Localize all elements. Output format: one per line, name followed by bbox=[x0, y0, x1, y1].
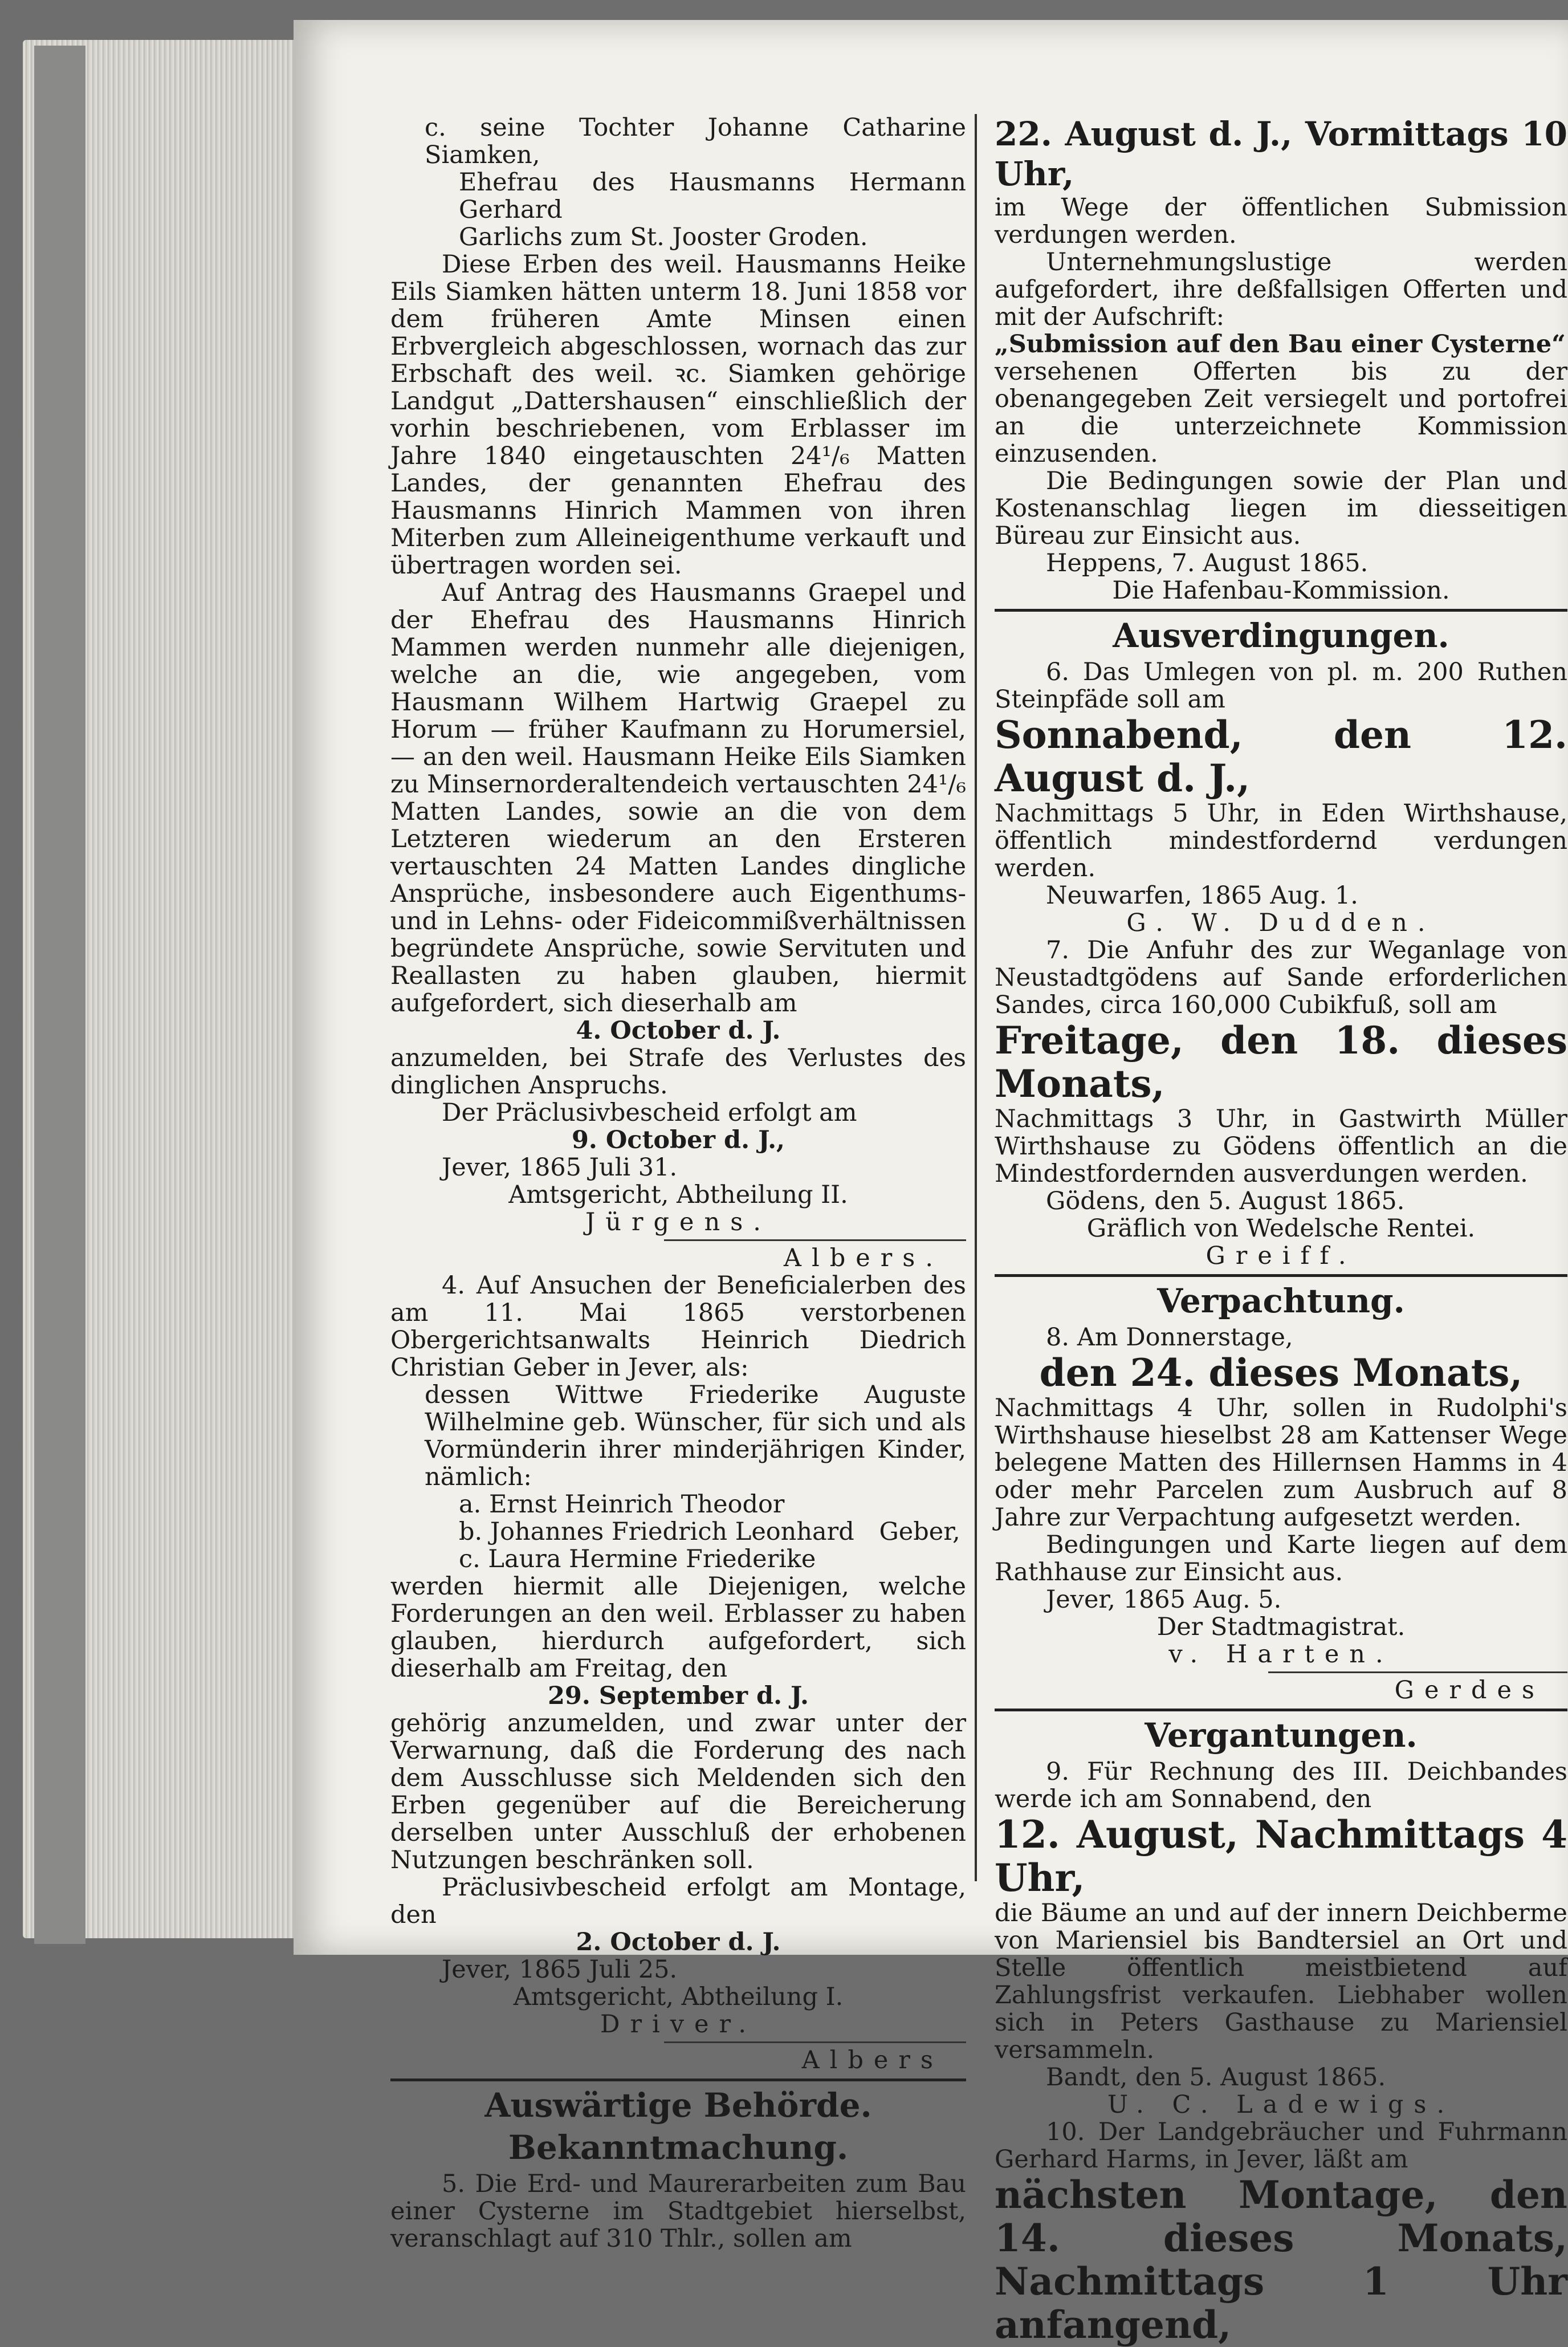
notice-7-detail: Nachmittags 3 Uhr, in Gastwirth Müller Wirthshause zu Gödens öffentlich an die Mindestfordernden ausverdungen werden. bbox=[995, 1105, 1567, 1188]
paragraph-anzumelden: anzumelden, bei Strafe des Verlustes des dinglichen Anspruchs. bbox=[390, 1044, 966, 1100]
signature-albers-2: Albers bbox=[801, 2046, 943, 2075]
place-date-jever: Jever, 1865 Aug. 5. bbox=[1046, 1585, 1282, 1614]
date-october-4: 4. October d. J. bbox=[576, 1016, 781, 1045]
child-b bbox=[390, 1518, 966, 1545]
date-august-12-nachmittags: 12. August, Nachmittags 4 Uhr, bbox=[995, 1812, 1567, 1900]
notice-4-claims: werden hiermit alle Diejenigen, welche Forderungen an den weil. Erblasser zu haben glauben, hierdurch aufgefordert, sich dieserhalb am Freitag, den bbox=[390, 1572, 966, 1683]
heir-c-line-3: Garlichs zum St. Jooster Groden. bbox=[459, 223, 868, 251]
section-rule-3 bbox=[995, 1709, 1567, 1711]
court-dept-1: Amtsgericht, Abtheilung I. bbox=[513, 1983, 844, 2011]
notice-4-warning: gehörig anzumelden, und zwar unter der Verwarnung, daß die Forderung des nach dem Ausschlusse sich Meldenden sich den Erben gegenüber auf die Bereicherung derselben unter Ausschluß der erhobenen Nutzungen beschränken soll. bbox=[390, 1709, 966, 1874]
heading-bekanntmachung: Bekanntmachung. bbox=[508, 2128, 849, 2167]
signature-gerdes: Gerdes bbox=[1394, 1676, 1545, 1705]
date-sonnabend-12: Sonnabend, den 12. August d. J., bbox=[995, 713, 1567, 800]
bedingungen-line: Die Bedingungen sowie der Plan und Kostenanschlag liegen im diesseitigen Büreau zur Einsicht aus. bbox=[995, 467, 1567, 550]
date-freitage-18: Freitage, den 18. dieses Monats, bbox=[995, 1018, 1567, 1106]
section-rule-2 bbox=[995, 1274, 1567, 1277]
signature-juergens: Jürgens. bbox=[585, 1208, 771, 1236]
signature-greiff: Greiff. bbox=[1205, 1242, 1357, 1270]
rentei: Gräflich von Wedelsche Rentei. bbox=[1086, 1214, 1476, 1243]
date-august-22: 22. August d. J., Vormittags 10 Uhr, bbox=[995, 115, 1567, 193]
date-september-29: 29. September d. J. bbox=[547, 1682, 809, 1710]
notice-4-widow: dessen Wittwe Friederike Auguste Wilhelmine geb. Wünscher, für sich und als Vormünderin ihrer minderjährigen Kinder, nämlich: bbox=[425, 1381, 966, 1491]
notice-9: 9. Für Rechnung des III. Deichbandes werde ich am Sonnabend, den bbox=[995, 1758, 1567, 1813]
unternehmung-line: Unternehmungslustige werden aufgefordert, ihre deßfallsigen Offerten und mit der Aufschrift: bbox=[995, 248, 1567, 331]
child-c: c. Laura Hermine Friederike bbox=[459, 1545, 816, 1573]
notice-10: 10. Der Landgebräucher und Fuhrmann Gerhard Harms, in Jever, läßt am bbox=[995, 2118, 1567, 2174]
date-october-2: 2. October d. J. bbox=[576, 1928, 781, 1956]
notice-8-karte: Bedingungen und Karte liegen auf dem Rathhause zur Einsicht aus. bbox=[995, 1531, 1567, 1587]
date-october-9: 9. October d. J., bbox=[571, 1126, 785, 1154]
paragraph-erbvergleich: Diese Erben des weil. Hausmanns Heike Eils Siamken hätten unterm 18. Juni 1858 vor dem früheren Amte Minsen einen Erbvergleich abgeschlossen, wornach das zur Erbschaft des weil. ꝛc. Siamken gehörige Landgut „Dattershausen“ einschließlich der vorhin beschriebenen, vom Erblasser im Jahre 1840 eingetauschten 24¹/₆ Matten Landes, der genannten Ehefrau des Hausmanns Hinrich Mammen von ihren Miterben zum Alleineigenthume verkauft und übertragen worden sei. bbox=[390, 250, 966, 580]
notice-8: 8. Am Donnerstage, bbox=[1046, 1323, 1293, 1352]
heir-c-line: c. seine Tochter Johanne Catharine Siamken, bbox=[425, 113, 966, 169]
hafenbau-kommission: Die Hafenbau-Kommission. bbox=[1112, 576, 1450, 605]
notice-8-detail: Nachmittags 4 Uhr, sollen in Rudolphi's Wirthshause hieselbst 28 am Kattenser Wege belegene Matten des Hillernsen Hamms in 4 oder mehr Parcelen zum Ausbruch auf 8 Jahre zur Verpachtung aufgesetzt werden. bbox=[995, 1394, 1567, 1532]
notice-9-detail: die Bäume an und auf der innern Deichberme von Mariensiel bis Bandtersiel an Ort und Stelle öffentlich meistbietend auf Zahlungsfrist verkaufen. Liebhaber wollen sich in Peters Gasthause zu Mariensiel versammeln. bbox=[995, 1899, 1567, 2064]
notice-4-intro: 4. Auf Ansuchen der Beneficialerben des am 11. Mai 1865 verstorbenen Obergerichtsanwalts Heinrich Diedrich Christian Geber in Jever, als: bbox=[390, 1271, 966, 1382]
heading-ausverdingungen: Ausverdingungen. bbox=[1113, 616, 1449, 655]
column-divider bbox=[975, 114, 977, 1881]
paragraph-antrag: Auf Antrag des Hausmanns Graepel und der Ehefrau des Hausmanns Hinrich Mammen werden nunmehr alle diejenigen, welche an die, wie angegeben, vom Hausmann Wilhem Hartwig Graepel zu Horum — früher Kaufmann zu Horumersiel, — an den weil. Hausmann Heike Eils Siamken zu Minsernorderaltendeich vertauschten 24¹/₆ Matten Landes, sowie an die von dem Letzteren wiederum an den Ersteren vertauschten 24 Matten Landes dingliche Ansprüche, insbesondere auch Eigenthums- und in Lehns- oder Fideicommißverhältnissen begründete Ansprüche, sowie Servituten und Reallasten zu haben glauben, hiermit aufgefordert, sich dieserhalb am bbox=[390, 579, 966, 1018]
child-b-name: b. Johannes Friedrich Leonhard bbox=[459, 1518, 854, 1546]
signature-albers-1: Albers. bbox=[783, 1244, 943, 1272]
heading-auswaertige-behoerde: Auswärtige Behörde. bbox=[484, 2086, 872, 2125]
offerten-line: versehenen Offerten bis zu der obenangegeben Zeit versiegelt und portofrei an die unterzeichnete Kommission einzusenden. bbox=[995, 357, 1567, 468]
notice-6: 6. Das Umlegen von pl. m. 200 Ruthen Steinpfäde soll am bbox=[995, 658, 1567, 714]
place-date-bandt: Bandt, den 5. August 1865. bbox=[1046, 2063, 1386, 2092]
left-column bbox=[390, 114, 966, 2252]
section-rule-left bbox=[390, 2078, 966, 2081]
family-name-geber: Geber, bbox=[879, 1518, 960, 1546]
child-a: a. Ernst Heinrich Theodor bbox=[459, 1490, 785, 1519]
children-list bbox=[390, 1491, 966, 1573]
date-montage-14: nächsten Montage, den 14. dieses Monats, Nachmittags 1 Uhr anfangend, bbox=[995, 2173, 1567, 2347]
heading-vergantungen: Vergantungen. bbox=[1145, 1716, 1418, 1755]
praeclusiv-line: Der Präclusivbescheid erfolgt am bbox=[442, 1099, 857, 1127]
place-date-goedens: Gödens, den 5. August 1865. bbox=[1046, 1187, 1405, 1215]
newspaper-page bbox=[294, 20, 1568, 2347]
heir-c-line-2: Ehefrau des Hausmanns Hermann Gerhard bbox=[459, 168, 966, 224]
heading-verpachtung: Verpachtung. bbox=[1157, 1282, 1405, 1320]
section-rule-1 bbox=[995, 609, 1567, 612]
stadtmagistrat: Der Stadtmagistrat. bbox=[1156, 1613, 1406, 1641]
signature-driver: Driver. bbox=[600, 2010, 757, 2039]
court-dept-2: Amtsgericht, Abtheilung II. bbox=[508, 1181, 848, 1209]
notice-7: 7. Die Anfuhr des zur Weganlage von Neustadtgödens auf Sande erforderlichen Sandes, circa 160,000 Cubikfuß, soll am bbox=[995, 936, 1567, 1019]
submission-line: im Wege der öffentlichen Submission verdungen werden. bbox=[995, 193, 1567, 249]
place-date-2: Jever, 1865 Juli 25. bbox=[442, 1955, 678, 1984]
place-date-1: Jever, 1865 Juli 31. bbox=[442, 1153, 678, 1182]
signature-rule bbox=[664, 1239, 966, 1241]
notice-5: 5. Die Erd- und Maurerarbeiten zum Bau einer Cysterne im Stadtgebiet hierselbst, veranschlagt auf 310 Thlr., sollen am bbox=[390, 2170, 966, 2253]
signature-ladewigs: U. C. Ladewigs. bbox=[1107, 2090, 1455, 2119]
place-date-heppens: Heppens, 7. August 1865. bbox=[1046, 549, 1369, 577]
praeclusiv-line-2: Präclusivbescheid erfolgt am Montage, den bbox=[390, 1873, 966, 1929]
signature-dudden: G. W. Dudden. bbox=[1126, 909, 1436, 937]
right-column bbox=[995, 114, 1567, 2346]
book-cover bbox=[34, 46, 85, 1944]
signature-rule-2 bbox=[664, 2041, 966, 2043]
notice-6-detail: Nachmittags 5 Uhr, in Eden Wirthshause, öffentlich mindestfordernd verdungen werden. bbox=[995, 799, 1567, 882]
submission-title: „Submission auf den Bau einer Cysterne“ bbox=[995, 330, 1566, 359]
signature-harten: v. Harten. bbox=[1168, 1640, 1394, 1669]
date-donnerstag-24: den 24. dieses Monats, bbox=[1039, 1351, 1523, 1395]
place-date-neuwarfen: Neuwarfen, 1865 Aug. 1. bbox=[1046, 881, 1358, 910]
signature-rule-3 bbox=[1268, 1671, 1567, 1673]
